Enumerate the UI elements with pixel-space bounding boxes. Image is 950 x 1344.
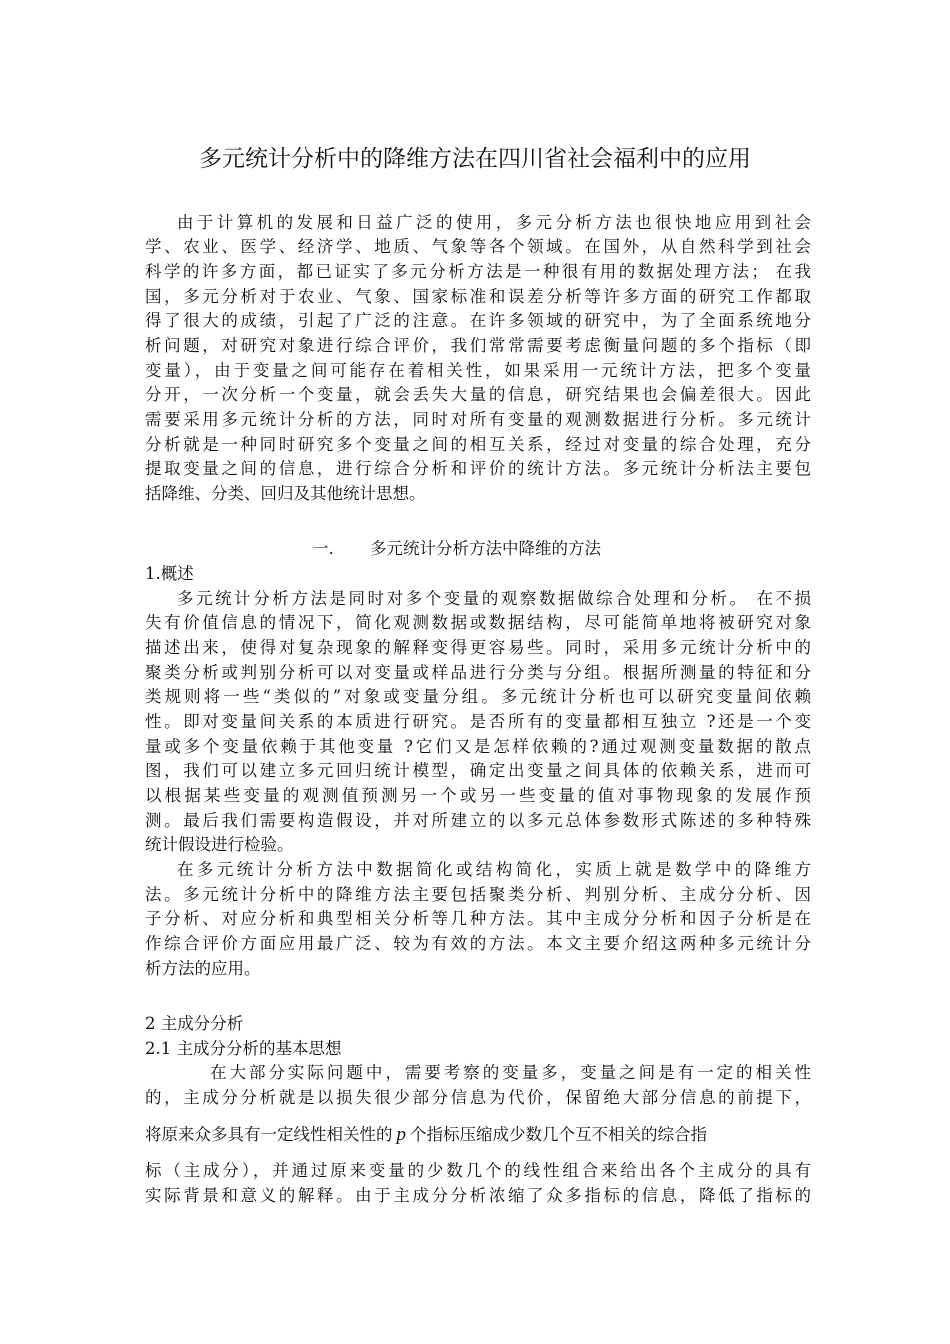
text-line: 学、农业、医学、经济学、地质、气象等各个领域。在国外，从自然科学到社会 — [145, 237, 811, 256]
text-line: 统计假设进行检验。 — [145, 835, 294, 854]
text-line: 提取变量之间的信息，进行综合分析和评价的统计方法。多元统计分析法主要包 — [145, 459, 811, 478]
text-line: 类规则将一些“类似的”对象或变量分组。多元统计分析也可以研究变量间依赖 — [145, 687, 811, 706]
text-line-with-variable — [145, 1123, 811, 1147]
text-line: 在多元统计分析方法中数据简化或结构简化，实质上就是数学中的降维方 — [177, 860, 811, 879]
text-line: 由于计算机的发展和日益广泛的使用，多元分析方法也很快地应用到社会 — [177, 213, 811, 232]
text-line: 子分析、对应分析和典型相关分析等几种方法。其中主成分分析和因子分析是在 — [145, 909, 811, 928]
text-line: 量或多个变量依赖于其他变量 ?它们又是怎样依赖的?通过观测变量数据的散点 — [145, 737, 811, 756]
text-line: 以根据某些变量的观测值预测另一个或另一些变量的值对事物现象的发展作预 — [145, 786, 811, 805]
variable-p: p — [396, 1124, 406, 1145]
text-line: 标（主成分），并通过原来变量的少数几个的线性组合来给出各个主成分的具有 — [145, 1161, 811, 1180]
text-line: 需要采用多元统计分析的方法，同时对所有变量的观测数据进行分析。多元统计 — [145, 410, 811, 429]
text-line: 在大部分实际问题中，需要考察的变量多，变量之间是有一定的相关性 — [210, 1063, 811, 1082]
subsection-title: 2.1 主成分分析的基本思想 — [145, 1039, 342, 1058]
text-line: 变量），由于变量之间可能存在着相关性，如果采用一元统计方法，把多个变量 — [145, 361, 811, 380]
text-line: 分析就是一种同时研究多个变量之间的相互关系，经过对变量的综合处理，充分 — [145, 435, 811, 454]
text-line: 作综合评价方面应用最广泛、较为有效的方法。本文主要介绍这两种多元统计分 — [145, 934, 811, 953]
text-line: 得了很大的成绩，引起了广泛的注意。在许多领域的研究中，为了全面系统地分 — [145, 311, 811, 330]
page-title: 多元统计分析中的降维方法在四川省社会福利中的应用 — [199, 146, 751, 172]
text-line: 实际背景和意义的解释。由于主成分分析浓缩了众多指标的信息，降低了指标的 — [145, 1186, 811, 1205]
text-line: 国，多元分析对于农业、气象、国家标准和误差分析等许多方面的研究工作都取 — [145, 287, 811, 306]
text-line: 括降维、分类、回归及其他统计思想。 — [145, 484, 426, 503]
text-line: 聚类分析或判别分析可以对变量或样品进行分类与分组。根据所测量的特征和分 — [145, 663, 811, 682]
text-line: 测。最后我们需要构造假设，并对所建立的以多元总体参数形式陈述的多种特殊 — [145, 811, 811, 830]
text-span: 个指标压缩成少数几个互不相关的综合指 — [410, 1125, 707, 1144]
text-line: 性。即对变量间关系的本质进行研究。是否所有的变量都相互独立 ?还是一个变 — [145, 712, 811, 731]
text-line: 描述出来，使得对复杂现象的解释变得更容易些。同时，采用多元统计分析中的 — [145, 638, 811, 657]
text-line: 多元统计分析方法是同时对多个变量的观察数据做综合处理和分析。 在不损 — [177, 589, 811, 608]
subsection-title: 1.概述 — [145, 564, 194, 583]
section-title: 多元统计分析方法中降维的方法 — [370, 539, 601, 558]
text-line: 失有价值信息的情况下，简化观测数据或数据结构，尽可能简单地将被研究对象 — [145, 613, 811, 632]
text-line: 图，我们可以建立多元回归统计模型，确定出变量之间具体的依赖关系，进而可 — [145, 761, 811, 780]
text-line: 析问题，对研究对象进行综合评价，我们常常需要考虑衡量问题的多个指标（即 — [145, 336, 811, 355]
text-line: 法。多元统计分析中的降维方法主要包括聚类分析、判别分析、主成分分析、因 — [145, 885, 811, 904]
text-line: 析方法的应用。 — [145, 959, 261, 978]
text-span: 将原来众多具有一定线性相关性的 — [145, 1125, 393, 1144]
text-line: 科学的许多方面，都已证实了多元分析方法是一种很有用的数据处理方法； 在我 — [145, 262, 811, 281]
text-line: 分开，一次分析一个变量，就会丢失大量的信息，研究结果也会偏差很大。因此 — [145, 385, 811, 404]
subsection-title: 2 主成分分析 — [145, 1014, 244, 1033]
text-line: 的，主成分分析就是以损失很少部分信息为代价，保留绝大部分信息的前提下， — [145, 1088, 811, 1107]
section-number: 一. — [312, 539, 334, 558]
